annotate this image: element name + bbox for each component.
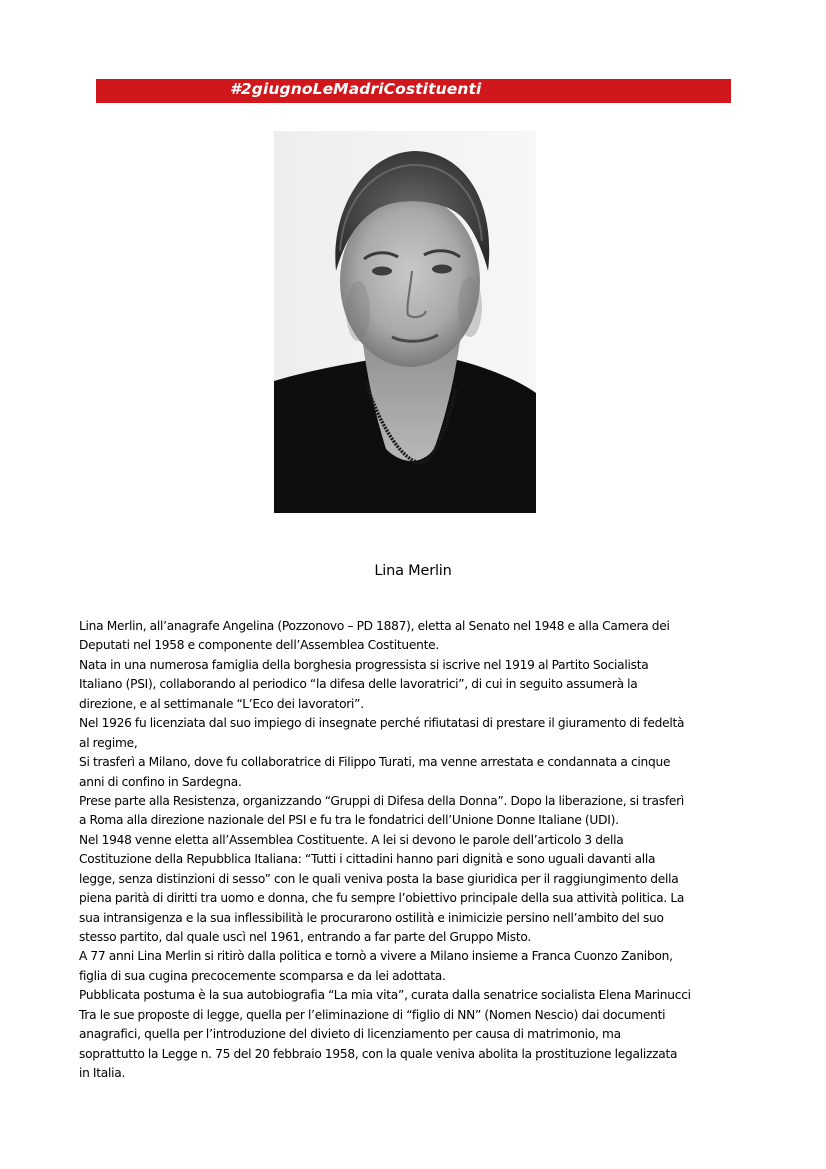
text-line: Si trasferì a Milano, dove fu collaboratrice di Filippo Turati, ma venne arrestata e condannata a cinque	[79, 755, 671, 770]
text-line: piena parità di diritti tra uomo e donna, che fu sempre l’obiettivo principale della sua attività politica. La	[79, 891, 685, 906]
portrait-photo	[274, 131, 536, 513]
text-line: Nata in una numerosa famiglia della borghesia progressista si iscrive nel 1919 al Partito Socialista	[79, 657, 649, 672]
text-line: al regime,	[79, 735, 138, 750]
text-line: A 77 anni Lina Merlin si ritirò dalla politica e tornò a vivere a Milano insieme a Franca Cuonzo Zanibon,	[79, 949, 673, 964]
portrait-caption: Lina Merlin	[374, 563, 452, 579]
text-line: Prese parte alla Resistenza, organizzando “Gruppi di Difesa della Donna”. Dopo la liberazione, si trasferì	[79, 793, 685, 808]
text-line: direzione, e al settimanale “L’Eco dei lavoratori”.	[79, 696, 364, 711]
text-line: Nel 1948 venne eletta all’Assemblea Costituente. A lei si devono le parole dell’articolo 3 della	[79, 832, 624, 847]
text-line: soprattutto la Legge n. 75 del 20 febbraio 1958, con la quale veniva abolita la prostituzione legalizzata	[79, 1046, 678, 1061]
biography-text	[79, 617, 759, 1084]
text-line: Tra le sue proposte di legge, quella per l’eliminazione di “figlio di NN” (Nomen Nescio) dai documenti	[79, 1007, 666, 1022]
text-line: Nel 1926 fu licenziata dal suo impiego di insegnate perché rifiutatasi di prestare il giuramento di fedeltà	[79, 716, 685, 731]
text-line: Costituzione della Repubblica Italiana: “Tutti i cittadini hanno pari dignità e sono uguali davanti alla	[79, 852, 656, 867]
hashtag-banner	[96, 79, 731, 103]
text-line: in Italia.	[79, 1066, 126, 1081]
text-line: figlia di sua cugina precocemente scomparsa e da lei adottata.	[79, 968, 446, 983]
text-line: Deputati nel 1958 e componente dell’Assemblea Costituente.	[79, 638, 440, 653]
text-line: legge, senza distinzioni di sesso” con le quali veniva posta la base giuridica per il raggiungimento della	[79, 871, 679, 886]
text-line: Pubblicata postuma è la sua autobiografia “La mia vita”, curata dalla senatrice socialista Elena Marinucci	[79, 988, 691, 1003]
text-line: sua intransigenza e la sua inflessibilità le procurarono ostilità e inimicizie persino nell’ambito del suo	[79, 910, 664, 925]
portrait-illustration	[274, 131, 536, 513]
text-line: Lina Merlin, all’anagrafe Angelina (Pozzonovo – PD 1887), eletta al Senato nel 1948 e alla Camera dei	[79, 619, 670, 633]
text-line: stesso partito, dal quale uscì nel 1961, entrando a far parte del Gruppo Misto.	[79, 930, 532, 944]
text-line: anagrafici, quella per l’introduzione del divieto di licenziamento per causa di matrimonio, ma	[79, 1027, 621, 1042]
text-line: Italiano (PSI), collaborando al periodico “la difesa delle lavoratrici”, di cui in seguito assumerà la	[79, 677, 638, 692]
banner-hashtag: #2giugnoLeMadriCostituenti	[230, 80, 482, 98]
text-line: anni di confino in Sardegna.	[79, 774, 242, 789]
text-line: a Roma alla direzione nazionale del PSI e fu tra le fondatrici dell’Unione Donne Italiane (UDI).	[79, 813, 619, 828]
